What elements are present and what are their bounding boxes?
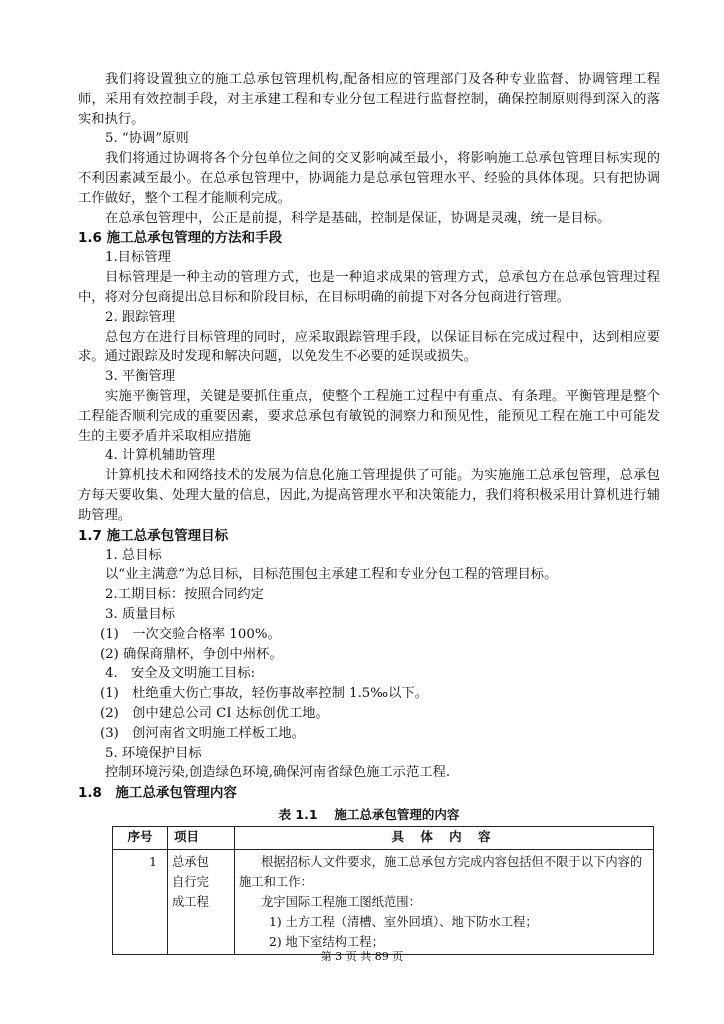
section-1-6-heading: 1.6 施工总承包管理的方法和手段 <box>78 230 283 247</box>
method-tracking-title: 2. 跟踪管理 <box>105 309 176 325</box>
row-content <box>235 850 654 955</box>
method-balance-text: 实施平衡管理，关键是要抓住重点，使整个工程施工过程中有重点、有条理。平衡管理是整个工程能否顺利完成的重要因素，要求总承包有敏锐的洞察力和预见性，能预见工程在施工中可能发生的主要矛盾并采取相应措施 <box>78 388 660 444</box>
goal-overall-title: 1. 总目标 <box>105 547 162 563</box>
goal-safety-item-2: (2) 创中建总公司 CI 达标创优工地。 <box>100 705 329 721</box>
row-item-line-2: 自行完 <box>172 875 209 890</box>
document-page <box>78 70 660 955</box>
row-content-scope: 龙宇国际工程施工图纸范围： <box>261 895 421 910</box>
goal-safety-title: 4. 安全及文明施工目标: <box>105 666 256 682</box>
method-target-title: 1.目标管理 <box>105 250 171 266</box>
section-1-7-heading: 1.7 施工总承包管理目标 <box>78 527 229 544</box>
method-balance-title: 3. 平衡管理 <box>105 369 176 385</box>
table-row <box>113 850 654 955</box>
goal-safety-item-1: (1) 杜绝重大伤亡事故，轻伤事故率控制 1.5‰以下。 <box>100 686 428 702</box>
goal-overall-text: 以“业主满意”为总目标，目标范围包主承建工程和专业分包工程的管理目标。 <box>105 567 558 583</box>
header-content: 具 体 内 容 <box>235 827 654 850</box>
row-number: 1 <box>113 850 168 955</box>
row-item <box>168 850 235 955</box>
goal-quality-item-1: (1) 一次交验合格率 100%。 <box>100 626 281 642</box>
header-item: 项目 <box>168 827 235 850</box>
paragraph-principles-summary: 在总承包管理中，公正是前提，科学是基础，控制是保证，协调是灵魂，统一是目标。 <box>105 210 611 226</box>
header-number: 序号 <box>113 827 168 850</box>
section-1-8-heading: 1.8 施工总承包管理内容 <box>78 785 237 802</box>
method-tracking-text: 总包方在进行目标管理的同时，应采取跟踪管理手段，以保证目标在完成过程中，达到相应要求。通过跟踪及时发现和解决问题，以免发生不必要的延误或损失。 <box>78 329 660 365</box>
goal-quality-item-2: (2) 确保商鼎杯，争创中州杯。 <box>100 646 283 662</box>
goal-environment-title: 5. 环境保护目标 <box>105 745 202 761</box>
row-item-line-1: 总承包 <box>172 855 209 870</box>
goal-safety-item-3: (3) 创河南省文明施工样板工地。 <box>100 725 305 741</box>
row-content-intro: 根据招标人文件要求，施工总承包方完成内容包括但不限于以下内容的施工和工作： <box>239 855 643 890</box>
principle-coordination-title: 5. “协调”原则 <box>105 131 189 147</box>
goal-environment-text: 控制环境污染,创造绿色环境,确保河南省绿色施工示范工程. <box>105 765 451 781</box>
row-content-item-2: 2) 地下室结构工程； <box>269 935 384 950</box>
table-caption: 表 1.1 施工总承包管理的内容 <box>278 807 460 823</box>
goal-quality-title: 3. 质量目标 <box>105 606 176 622</box>
goal-schedule: 2.工期目标：按照合同约定 <box>105 587 264 603</box>
method-target-text: 目标管理是一种主动的管理方式，也是一种追求成果的管理方式，总承包方在总承包管理过程中，将对分包商提出总目标和阶段目标，在目标明确的前提下对各分包商进行管理。 <box>78 270 660 305</box>
page-footer: 第 3 页 共 89 页 <box>320 950 404 963</box>
table-header-row <box>113 827 654 850</box>
management-content-table <box>112 826 654 955</box>
method-computer-text: 计算机技术和网络技术的发展为信息化施工管理提供了可能。为实施施工总承包管理，总承包方每天要收集、处理大量的信息，因此,为提高管理水平和决策能力，我们将积极采用计算机进行辅助管理。 <box>78 468 660 523</box>
paragraph-coordination: 我们将通过协调将各个分包单位之间的交叉影响减至最小，将影响施工总承包管理目标实现的不利因素减至最小。在总承包管理中，协调能力是总承包管理水平、经验的具体体现。只有把协调工作做好，整个工程才能顺利完成。 <box>78 151 660 206</box>
row-content-item-1: 1) 土方工程（清槽、室外回填）、地下防水工程； <box>269 915 538 930</box>
paragraph-supervision: 我们将设置独立的施工总承包管理机构,配备相应的管理部门及各种专业监督、协调管理工程师，采用有效控制手段，对主承建工程和专业分包工程进行监督控制，确保控制原则得到深入的落实和执行。 <box>78 72 660 127</box>
method-computer-title: 4. 计算机辅助管理 <box>105 448 215 464</box>
row-item-line-3: 成工程 <box>172 895 209 910</box>
